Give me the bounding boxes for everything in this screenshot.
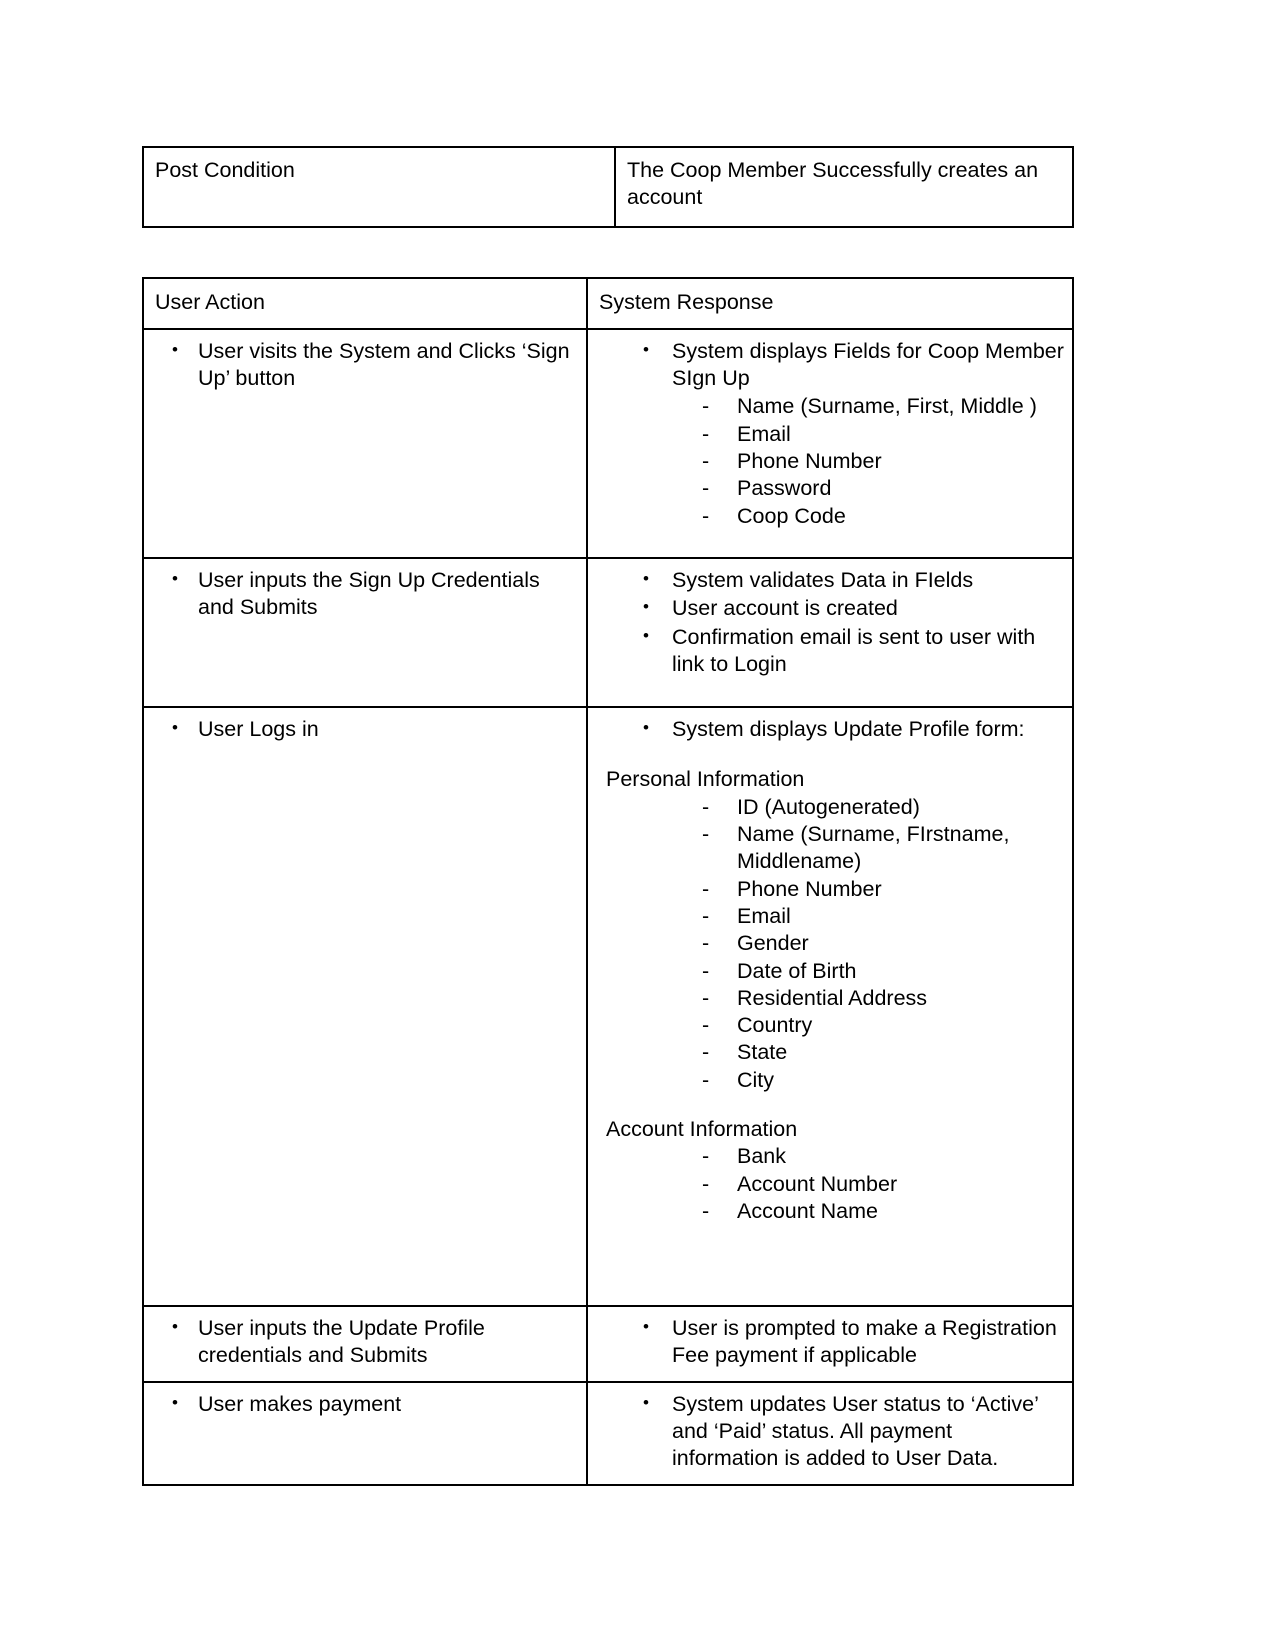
system-response-cell (587, 1382, 1073, 1485)
post-condition-table (142, 146, 1074, 228)
system-response-cell (587, 707, 1073, 1306)
user-action-content (144, 330, 586, 404)
list-item: - City (594, 1067, 1064, 1094)
system-response-content (588, 559, 1072, 706)
table-row (143, 1382, 1073, 1485)
list-item: - Phone Number (594, 876, 1064, 903)
sub-item-list (594, 393, 1064, 529)
list-item: - ID (Autogenerated) (594, 794, 1064, 821)
post-condition-label-cell (143, 147, 615, 227)
column-header-user-action: User Action (155, 290, 265, 314)
list-item: - Email (594, 903, 1064, 930)
spacer (594, 744, 1064, 766)
section-title-personal-information: Personal Information (606, 767, 805, 792)
list-item: - Country (594, 1012, 1064, 1039)
spacer (594, 1094, 1064, 1116)
list-item: - Date of Birth (594, 958, 1064, 985)
table-header-row (143, 278, 1073, 329)
list-item: • User account is created (594, 595, 1064, 622)
list-item: - Coop Code (594, 503, 1064, 530)
table-row (143, 329, 1073, 558)
system-response-content (588, 1307, 1072, 1381)
system-response-cell (587, 329, 1073, 558)
table-row (143, 707, 1073, 1306)
bullet-list (594, 716, 1064, 743)
bullet-list (150, 567, 578, 622)
bullet-list (594, 567, 1064, 678)
list-item: • System displays Update Profile form: (594, 716, 1064, 743)
bullet-list (150, 338, 578, 393)
list-item: • User inputs the Update Profile credentials and Submits (150, 1315, 578, 1370)
list-item: - Name (Surname, FIrstname, Middlename) (594, 821, 1064, 876)
column-header-system-response: System Response (599, 290, 774, 314)
user-action-cell (143, 329, 587, 558)
post-condition-value: The Coop Member Successfully creates an account (627, 158, 1039, 210)
table-row (143, 147, 1073, 227)
table-row (143, 558, 1073, 707)
list-item: • User visits the System and Clicks ‘Sign Up’ button (150, 338, 578, 393)
bullet-list (594, 1391, 1064, 1473)
user-action-cell (143, 707, 587, 1306)
table-row (143, 1306, 1073, 1382)
section-title-account-information: Account Information (606, 1117, 798, 1141)
spacer (594, 679, 1064, 696)
list-item: • System updates User status to ‘Active’ and ‘Paid’ status. All payment information is added to User Data. (594, 1391, 1064, 1473)
list-item: - Account Name (594, 1198, 1064, 1225)
header-cell-system-response (587, 278, 1073, 329)
user-action-cell (143, 1306, 587, 1382)
list-item: - Account Number (594, 1171, 1064, 1198)
spacer (594, 530, 1064, 547)
system-response-content (588, 708, 1072, 1305)
list-item: - Bank (594, 1143, 1064, 1170)
list-item: • User makes payment (150, 1391, 578, 1418)
user-action-cell (143, 558, 587, 707)
system-response-cell (587, 558, 1073, 707)
list-item: • User Logs in (150, 716, 578, 743)
user-action-system-response-table (142, 277, 1074, 1486)
bullet-list (150, 1315, 578, 1370)
bullet-list (150, 1391, 578, 1418)
personal-information-list (594, 794, 1064, 1094)
user-action-content (144, 559, 586, 633)
list-item: - Phone Number (594, 448, 1064, 475)
user-action-content (144, 1307, 586, 1381)
user-action-cell (143, 1382, 587, 1485)
post-condition-value-cell (615, 147, 1073, 227)
user-action-content (144, 1383, 586, 1429)
list-item: - Residential Address (594, 985, 1064, 1012)
list-item: - Gender (594, 930, 1064, 957)
header-cell-user-action (143, 278, 587, 329)
list-item: • User inputs the Sign Up Credentials and Submits (150, 567, 578, 622)
list-item: • System displays Fields for Coop Member SIgn Up (594, 338, 1064, 393)
system-response-content (588, 330, 1072, 557)
account-information-list (594, 1143, 1064, 1225)
list-item: - State (594, 1039, 1064, 1066)
system-response-content (588, 1383, 1072, 1484)
list-item: • System validates Data in FIelds (594, 567, 1064, 594)
post-condition-label: Post Condition (155, 158, 295, 182)
bullet-list (594, 338, 1064, 393)
bullet-list (594, 1315, 1064, 1370)
list-item: • Confirmation email is sent to user with link to Login (594, 624, 1064, 679)
spacer (594, 1225, 1064, 1295)
list-item: - Password (594, 475, 1064, 502)
list-item: • User is prompted to make a Registration Fee payment if applicable (594, 1315, 1064, 1370)
list-item: - Email (594, 421, 1064, 448)
user-action-content (144, 708, 586, 754)
list-item: - Name (Surname, First, Middle ) (594, 393, 1064, 420)
system-response-cell (587, 1306, 1073, 1382)
bullet-list (150, 716, 578, 743)
